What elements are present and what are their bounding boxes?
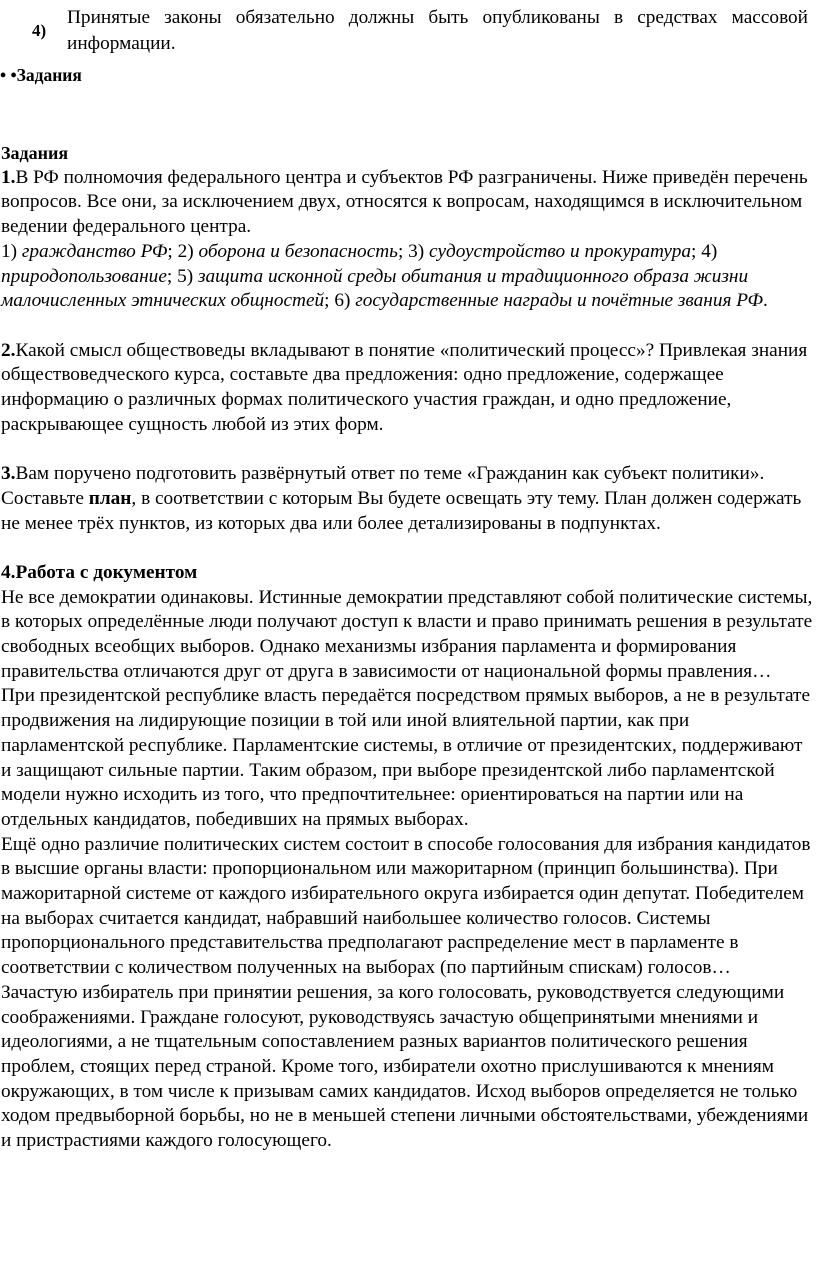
task-number: 1. <box>1 166 16 188</box>
task-number: 2. <box>1 339 16 361</box>
task-number: 4. <box>1 561 16 583</box>
option-text: гражданство РФ <box>21 240 168 262</box>
bullet-heading: • •Задания <box>0 65 82 85</box>
option-text: природопользование <box>1 265 167 287</box>
task-2 <box>1 339 815 438</box>
task-title: Работа с документом <box>15 561 198 583</box>
option-text: судоустройство и прокуратура <box>429 240 692 262</box>
option-text: государственные награды и почётные звания РФ <box>355 290 764 312</box>
tasks-section <box>1 141 815 1154</box>
document-paragraph: Ещё одно различие политических систем состоит в способе голосования для избрания кандидатов в высшие органы власти: пропорциональном или мажоритарном (принцип большинства). При мажоритарной системе от каждого избирательного округа избирается один депутат. Победителем на выборах считается кандидат, набравший наибольшее количество голосов. Системы пропорционального представительства предполагают распределение мест в парламенте в соответствии с количеством полученных на выборах (по партийным спискам) голосов… <box>1 833 811 979</box>
document-paragraph: При президентской республике власть передаётся посредством прямых выборов, а не в результате продвижения на лидирующие позиции в той или иной влиятельной партии, как при парламентской республике. Парламентские системы, в отличие от президентских, поддерживают и защищают сильные партии. Таким образом, при выборе президентской либо парламентской модели нужно исходить из того, что предпочтительнее: ориентироваться на партии или на отдельных кандидатов, победивших на прямых выборах. <box>1 685 811 830</box>
plan-word: план <box>88 487 132 509</box>
task-3: 3.Вам поручено подготовить развёрнутый ответ по теме «Гражданин как субъект политики». Составьте план, в соответствии с которым Вы будете освещать эту тему. План должен содержать не менее трёх пунктов, из которых два или более детализированы в подпунктах. <box>1 463 802 534</box>
document-paragraph: Зачастую избиратель при принятии решения, за кого голосовать, руководствуется следующими соображениями. Граждане голосуют, руководствуясь зачастую общепринятыми мнениями и идеологиями, а не тщательным сопоставлением разных вариантов политического решения проблем, стоящих перед страной. Кроме того, избиратели охотно прислушиваются к мнениям окружающих, в том числе к призывам самих кандидатов. Исход выборов определяется не только ходом предвыборной борьбы, но не в меньшей степени личными обстоятельствами, убеждениями и пристрастиями каждого голосующего. <box>1 981 809 1152</box>
task-1 <box>1 166 815 240</box>
document-paragraph: Не все демократии одинаковы. Истинные демократии представляют собой политические системы, в которых определённые люди получают доступ к власти и право принимать решения в результате свободных всеобщих выборов. Однако механизмы избрания парламента и формирования правительства отличаются друг от друга в зависимости от национальной формы правления… <box>1 586 813 682</box>
item-number: 4) <box>32 21 47 40</box>
item-text: Принятые законы обязательно должны быть опубликованы в средствах массовой информации. <box>67 7 808 54</box>
task-4-heading <box>1 561 815 586</box>
task-text: Какой смысл обществоведы вкладывают в понятие «политический процесс»? Привлекая знания обществоведческого курса, составьте два предложения: одно предложение, содержащее информацию о различных формах политического участия граждан, и одно предложение, раскрывающее сущность любой из этих форм. <box>1 339 808 435</box>
option-text: оборона и безопасность <box>198 240 398 262</box>
task-1-options: 1) гражданство РФ; 2) оборона и безопасность; 3) судоустройство и прокуратура; 4) природопользование; 5) защита исконной среды обитания и традиционного образа жизни малочисленных этнических общностей; 6) государственные награды и почётные звания РФ. <box>1 240 768 312</box>
task-number: 3. <box>1 463 16 485</box>
task-text: В РФ полномочия федерального центра и субъектов РФ разграничены. Ниже приведён перечень вопросов. Все они, за исключением двух, относятся к вопросам, находящимся в исключительном ведении федерального центра. <box>1 166 808 238</box>
tasks-title: Задания <box>1 143 69 163</box>
list-item-4 <box>0 5 816 57</box>
option-text: защита исконной среды обитания и традиционного образа жизни малочисленных этнических общностей <box>1 265 749 312</box>
